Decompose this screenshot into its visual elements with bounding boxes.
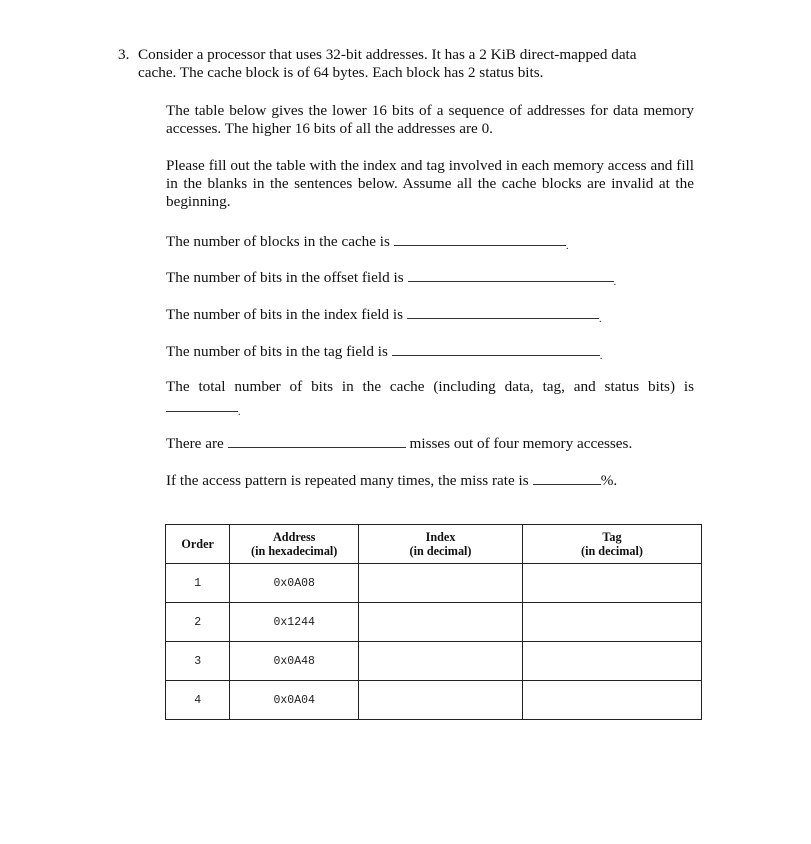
blank-sentence-total: The total number of bits in the cache (including data, tag, and status bits) is bbox=[166, 378, 694, 395]
cell-address: 0x0A08 bbox=[230, 564, 359, 603]
cell-address: 0x0A48 bbox=[230, 642, 359, 681]
blank-sentence-misses-suffix: misses out of four memory accesses. bbox=[409, 435, 633, 452]
cell-tag[interactable] bbox=[522, 603, 701, 642]
blank-sentence-index: The number of bits in the index field is . bbox=[166, 306, 602, 325]
instruction-paragraph-2: Please fill out the table with the index and tag involved in each memory access and fill in the blanks in the sentences below. Assume all the cache blocks are invalid at the beginning. bbox=[166, 157, 694, 210]
cell-index[interactable] bbox=[359, 603, 523, 642]
cell-tag[interactable] bbox=[522, 681, 701, 720]
cell-tag[interactable] bbox=[522, 564, 701, 603]
header-order: Order bbox=[166, 525, 230, 564]
table-row bbox=[166, 681, 702, 720]
blank-sentence-tag-text: The number of bits in the tag field is bbox=[166, 343, 388, 360]
table-header-row bbox=[166, 525, 702, 564]
table-row bbox=[166, 642, 702, 681]
blank-sentence-misses-prefix: There are bbox=[166, 435, 224, 452]
cell-order: 4 bbox=[166, 681, 230, 720]
blank-sentence-offset-text: The number of bits in the offset field is bbox=[166, 269, 404, 286]
blank-sentence-blocks: The number of blocks in the cache is . bbox=[166, 233, 569, 252]
table-row bbox=[166, 564, 702, 603]
blank-tag-field[interactable] bbox=[392, 341, 600, 356]
cell-index[interactable] bbox=[359, 564, 523, 603]
question-line-2: cache. The cache block is of 64 bytes. Each block has 2 status bits. bbox=[138, 64, 544, 81]
blank-blocks-field[interactable] bbox=[394, 231, 566, 246]
header-index: Index (in decimal) bbox=[359, 525, 523, 564]
cell-tag[interactable] bbox=[522, 642, 701, 681]
blank-offset-field[interactable] bbox=[408, 267, 614, 282]
question-statement bbox=[118, 46, 698, 82]
cell-index[interactable] bbox=[359, 642, 523, 681]
blank-sentence-misses bbox=[166, 433, 632, 453]
question-line-1: Consider a processor that uses 32-bit addresses. It has a 2 KiB direct-mapped data bbox=[138, 46, 637, 63]
table-row bbox=[166, 603, 702, 642]
blank-index-field[interactable] bbox=[407, 304, 599, 319]
question-number: 3. bbox=[118, 46, 130, 63]
cell-index[interactable] bbox=[359, 681, 523, 720]
cell-order: 1 bbox=[166, 564, 230, 603]
instruction-paragraph-1: The table below gives the lower 16 bits of a sequence of addresses for data memory accesses. The higher 16 bits of all the addresses are 0. bbox=[166, 102, 694, 137]
cell-address: 0x0A04 bbox=[230, 681, 359, 720]
header-address: Address (in hexadecimal) bbox=[230, 525, 359, 564]
blank-misses-field[interactable] bbox=[228, 433, 406, 448]
blank-sentence-index-text: The number of bits in the index field is bbox=[166, 306, 404, 323]
memory-access-table bbox=[165, 524, 702, 720]
blank-sentence-tag: The number of bits in the tag field is . bbox=[166, 343, 603, 362]
blank-total-field[interactable] bbox=[166, 397, 238, 412]
cell-order: 2 bbox=[166, 603, 230, 642]
blank-sentence-miss-rate-prefix: If the access pattern is repeated many times, the miss rate is bbox=[166, 472, 529, 489]
header-tag: Tag (in decimal) bbox=[522, 525, 701, 564]
blank-miss-rate-field[interactable] bbox=[533, 470, 601, 485]
blank-sentence-offset: The number of bits in the offset field is . bbox=[166, 269, 617, 288]
cell-address: 0x1244 bbox=[230, 603, 359, 642]
blank-sentence-blocks-text: The number of blocks in the cache is bbox=[166, 233, 390, 250]
blank-sentence-total-field-line: . bbox=[166, 397, 241, 422]
blank-sentence-miss-rate-suffix: %. bbox=[600, 472, 618, 489]
cell-order: 3 bbox=[166, 642, 230, 681]
blank-sentence-miss-rate bbox=[166, 470, 617, 490]
